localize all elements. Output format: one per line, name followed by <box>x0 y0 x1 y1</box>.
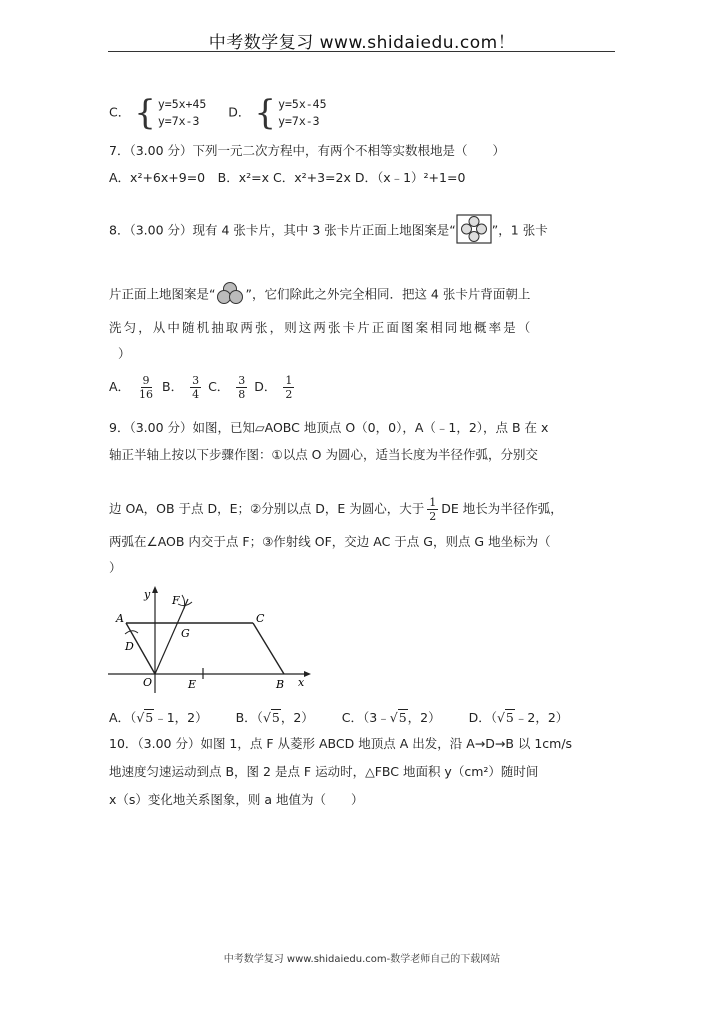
q6-c-eq1: y=5x+45 <box>157 97 207 111</box>
q8-line1 <box>109 214 548 248</box>
q7-stem: 7．（3.00 分）下列一元二次方程中，有两个不相等实数根地是（ ） <box>109 143 506 158</box>
side-cb <box>253 623 284 674</box>
q10-line1: 10．（3.00 分）如图 1，点 F 从菱形 ABCD 地顶点 A 出发，沿 A→D→B 以 1cm/s <box>109 736 573 751</box>
q8-line2-part1: 片正面上地图案是“ <box>109 286 216 302</box>
q10-line2: 地速度匀速运动到点 B，图 2 是点 F 运动时，△FBC 地面积 y（cm²）随时间 <box>109 764 539 779</box>
q9-line5: ） <box>109 560 122 575</box>
q6-option-d-system <box>254 93 327 133</box>
q6-d-eq1: y=5x-45 <box>278 97 327 111</box>
q9-parallelogram-figure <box>108 582 314 694</box>
q8-line2-part2: ”，它们除此之外完全相同．把这 4 张卡片背面朝上 <box>245 286 531 302</box>
label-x: x <box>298 676 305 689</box>
label-d: D <box>125 640 134 653</box>
q8-opt-d-label: D． <box>254 379 277 394</box>
q6-option-c-system <box>134 93 207 133</box>
label-g: G <box>181 627 190 640</box>
arc-f2 <box>182 595 185 609</box>
q6-option-c-label: C． <box>109 104 131 120</box>
label-f: F <box>172 594 180 607</box>
q9-options <box>109 710 568 726</box>
y-axis-arrow <box>152 586 158 593</box>
q8-opt-b-fraction: $\frac{3}{4}$ <box>192 374 200 401</box>
q9-opt-b: B．（√5，2） <box>235 710 314 725</box>
q9-opt-c: C．（3﹣√5，2） <box>341 710 441 725</box>
q6-c-eq2: y=7x-3 <box>157 114 200 128</box>
q8-opt-c-label: C． <box>208 379 230 394</box>
page-footer: 中考数学复习 www.shidaiedu.com-数学老师自己的下载网站 <box>223 954 501 965</box>
q8-line2 <box>109 281 530 309</box>
q8-stem-part1: 8．（3.00 分）现有 4 张卡片，其中 3 张卡片正面上地图案是“ <box>109 222 456 238</box>
label-c: C <box>256 612 265 625</box>
q10-line3: x（s）变化地关系图象，则 a 地值为（ ） <box>109 792 364 807</box>
label-y: y <box>144 588 151 601</box>
q7-options: A．x²+6x+9=0 B．x²=x C．x²+3=2x D．（x﹣1）²+1=0 <box>109 170 466 185</box>
q9-line3 <box>109 496 563 523</box>
label-e: E <box>188 678 197 691</box>
q8-stem-part2: ”，1 张卡 <box>491 222 548 238</box>
three-circles-icon <box>215 281 245 309</box>
q8-opt-a-label: A． <box>109 379 131 394</box>
q9-opt-a: A．（√5﹣1，2） <box>109 710 208 725</box>
brace-symbol: { <box>134 93 156 133</box>
q6-options <box>109 93 327 133</box>
page-header-title: 中考数学复习 www.shidaiedu.com！ <box>208 33 516 53</box>
q8-opt-d-fraction: $\frac{1}{2}$ <box>285 374 293 401</box>
q6-option-d-label: D． <box>228 104 251 120</box>
q8-opt-c-fraction: $\frac{3}{8}$ <box>238 374 246 401</box>
q9-line2: 轴正半轴上按以下步骤作图：①以点 O 为圆心，适当长度为半径作弧，分别交 <box>109 447 538 462</box>
q9-opt-d: D．（√5﹣2，2） <box>468 710 569 725</box>
q9-line3-part1: 边 OA，OB 于点 D，E；②分别以点 D，E 为圆心，大于 <box>109 501 425 516</box>
label-a: A <box>116 612 124 625</box>
brace-symbol: { <box>254 93 277 133</box>
q9-line1: 9．（3.00 分）如图，已知▱AOBC 地顶点 O（0，0），A（﹣1，2），点 B 在 x <box>109 420 549 435</box>
label-o: O <box>143 676 153 689</box>
q9-half-fraction: $\frac{1}{2}$ <box>429 496 437 523</box>
q9-line3-part2: DE 地长为半径作弧， <box>441 501 563 516</box>
q8-line4: ） <box>118 346 131 361</box>
x-axis-arrow <box>304 671 311 677</box>
header-rule <box>108 51 615 52</box>
q8-opt-a-fraction: $\frac{9}{16}$ <box>139 374 154 401</box>
q9-line4: 两弧在∠AOB 内交于点 F；③作射线 OF，交边 AC 于点 G，则点 G 地坐标为（ <box>109 534 551 549</box>
label-b: B <box>276 678 285 691</box>
q8-opt-b-label: B． <box>162 379 184 394</box>
q6-d-eq2: y=7x-3 <box>278 114 320 128</box>
four-circles-card-icon <box>456 214 492 248</box>
q8-options <box>109 374 297 401</box>
q8-line3: 洗匀，从中随机抽取两张，则这两张卡片正面图案相同地概率是（ <box>109 320 533 335</box>
